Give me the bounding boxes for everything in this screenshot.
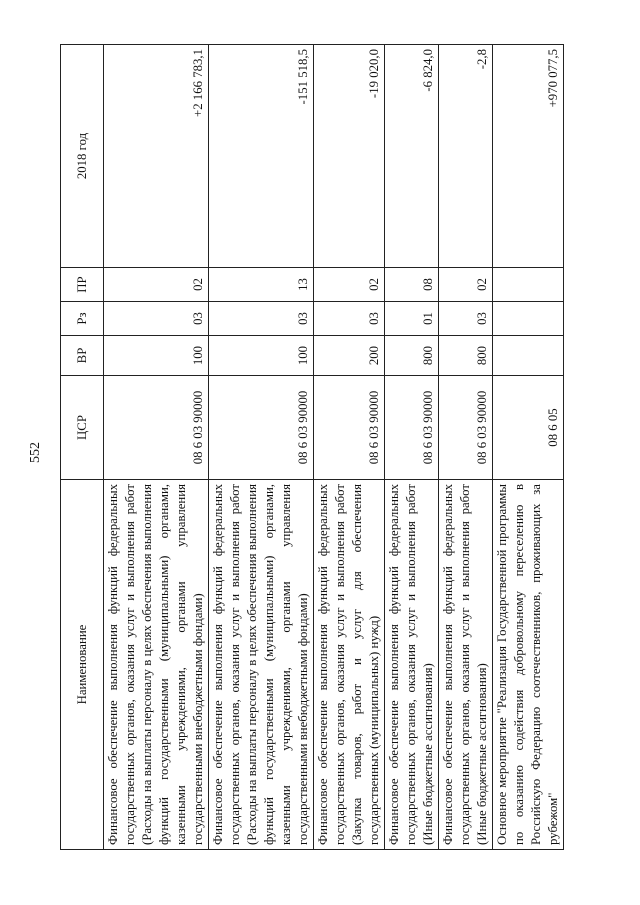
- row-csr: 08 6 03 90000: [209, 376, 314, 480]
- row-csr: 08 6 03 90000: [385, 376, 439, 480]
- header-rz: Рз: [61, 302, 104, 336]
- table-row: [385, 45, 439, 850]
- row-vr: 200: [314, 336, 385, 376]
- row-pr: 02: [104, 268, 209, 302]
- row-amount: -19 020,0: [314, 45, 385, 268]
- row-csr: 08 6 03 90000: [314, 376, 385, 480]
- row-name: Финансовое обеспечение выполнения функций федеральных государственных органов, оказания услуг и выполнения работ (Расходы на выплаты персоналу в целях обеспечения выполнения функций государственными (муниципальными) органами, казенными учреждениями, органами управления государственными внебюджетными фондами): [104, 480, 209, 850]
- row-name: Основное мероприятие "Реализация Государственной программы по оказанию содействия добровольному переселению в Российскую Федерацию соотечественников, проживающих за рубежом": [493, 480, 564, 850]
- row-rz: [493, 302, 564, 336]
- row-rz: 01: [385, 302, 439, 336]
- rotated-page-content: [60, 45, 605, 850]
- row-vr: 100: [209, 336, 314, 376]
- row-pr: 13: [209, 268, 314, 302]
- table-header-row: [61, 45, 104, 850]
- row-pr: 08: [385, 268, 439, 302]
- row-csr: 08 6 03 90000: [439, 376, 493, 480]
- row-rz: 03: [209, 302, 314, 336]
- header-vr: ВР: [61, 336, 104, 376]
- row-vr: 100: [104, 336, 209, 376]
- row-amount: +970 077,5: [493, 45, 564, 268]
- row-name: Финансовое обеспечение выполнения функций федеральных государственных органов, оказания услуг и выполнения работ (Расходы на выплаты персоналу в целях обеспечения выполнения функций государственными (муниципальными) органами, казенными учреждениями, органами управления государственными внебюджетными фондами): [209, 480, 314, 850]
- header-pr: ПР: [61, 268, 104, 302]
- row-pr: 02: [314, 268, 385, 302]
- header-csr: ЦСР: [61, 376, 104, 480]
- row-pr: [493, 268, 564, 302]
- page-number: 552: [28, 442, 43, 463]
- row-csr: 08 6 05: [493, 376, 564, 480]
- row-vr: 800: [439, 336, 493, 376]
- header-name: Наименование: [61, 480, 104, 850]
- row-amount: -6 824,0: [385, 45, 439, 268]
- row-rz: 03: [104, 302, 209, 336]
- row-rz: 03: [439, 302, 493, 336]
- row-name: Финансовое обеспечение выполнения функций федеральных государственных органов, оказания услуг и выполнения работ (Иные бюджетные ассигнования): [439, 480, 493, 850]
- row-rz: 03: [314, 302, 385, 336]
- row-vr: [493, 336, 564, 376]
- row-name: Финансовое обеспечение выполнения функций федеральных государственных органов, оказания услуг и выполнения работ (Закупка товаров, работ и услуг для обеспечения государственных (муниципальных) нужд): [314, 480, 385, 850]
- header-year: 2018 год: [61, 45, 104, 268]
- budget-table: [60, 44, 564, 850]
- table-row: [314, 45, 385, 850]
- table-row: [209, 45, 314, 850]
- row-amount: -2,8: [439, 45, 493, 268]
- row-name: Финансовое обеспечение выполнения функций федеральных государственных органов, оказания услуг и выполнения работ (Иные бюджетные ассигнования): [385, 480, 439, 850]
- table-row: [493, 45, 564, 850]
- row-vr: 800: [385, 336, 439, 376]
- row-amount: +2 166 783,1: [104, 45, 209, 268]
- table-row: [439, 45, 493, 850]
- table-row: [104, 45, 209, 850]
- row-pr: 02: [439, 268, 493, 302]
- row-csr: 08 6 03 90000: [104, 376, 209, 480]
- row-amount: -151 518,5: [209, 45, 314, 268]
